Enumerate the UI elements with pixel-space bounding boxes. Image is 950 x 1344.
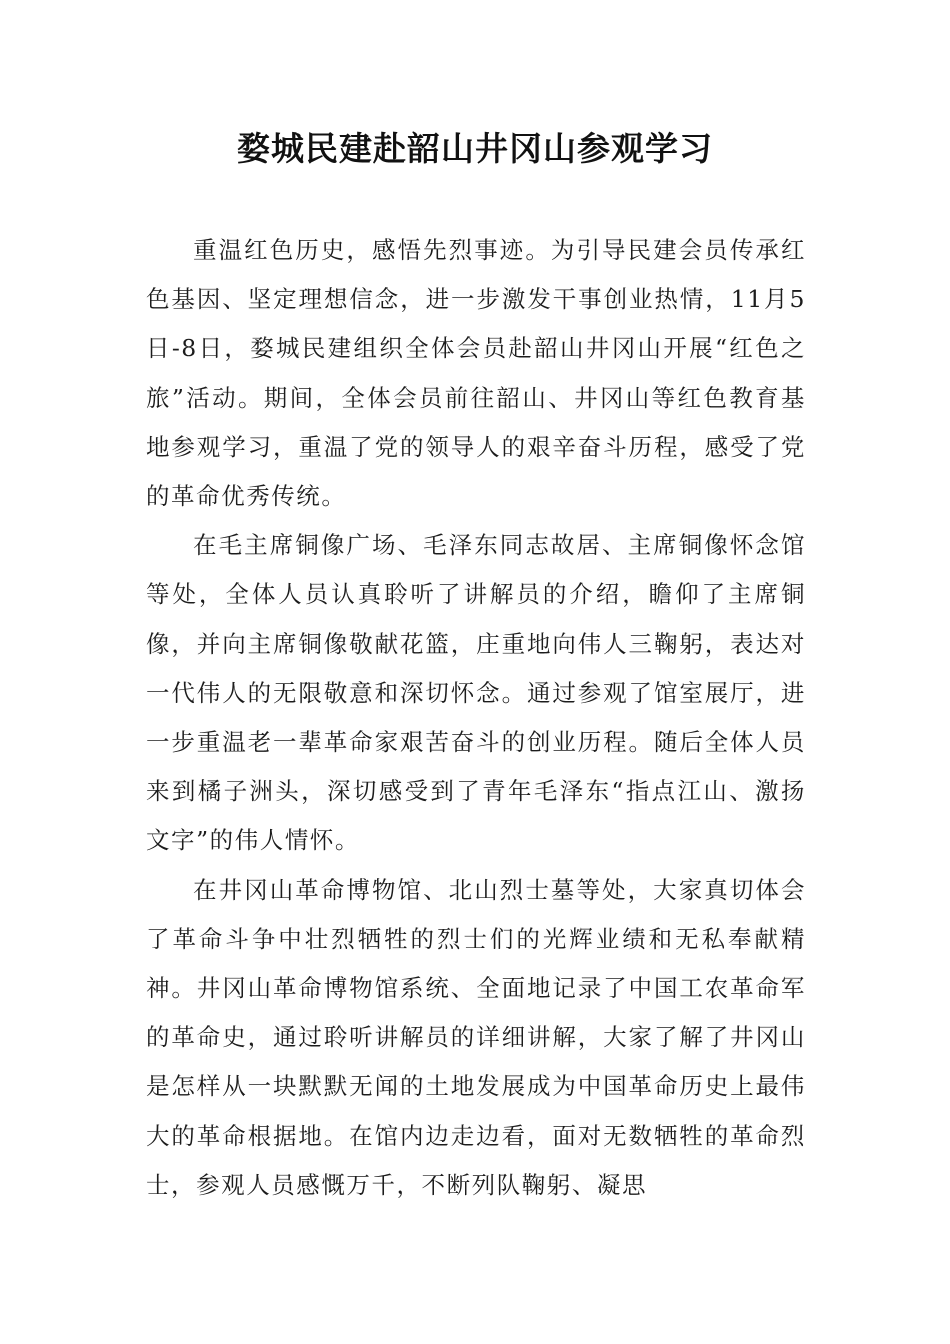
document-body — [146, 226, 806, 1210]
paragraph-2: 在毛主席铜像广场、毛泽东同志故居、主席铜像怀念馆等处，全体人员认真聆听了讲解员的介绍，瞻仰了主席铜像，并向主席铜像敬献花篮，庄重地向伟人三鞠躬，表达对一代伟人的无限敬意和深切怀念。通过参观了馆室展厅，进一步重温老一辈革命家艰苦奋斗的创业历程。随后全体人员来到橘子洲头，深切感受到了青年毛泽东“指点江山、激扬文字”的伟人情怀。 — [146, 531, 806, 855]
paragraph-3: 在井冈山革命博物馆、北山烈士墓等处，大家真切体会了革命斗争中壮烈牺牲的烈士们的光辉业绩和无私奉献精神。井冈山革命博物馆系统、全面地记录了中国工农革命军的革命史，通过聆听讲解员的详细讲解，大家了解了井冈山是怎样从一块默默无闻的土地发展成为中国革命历史上最伟大的革命根据地。在馆内边走边看，面对无数牺牲的革命烈士，参观人员感慨万千，不断列队鞠躬、凝思 — [146, 875, 806, 1199]
paragraph-1: 重温红色历史，感悟先烈事迹。为引导民建会员传承红色基因、坚定理想信念，进一步激发干事创业热情，11月5日-8日，婺城民建组织全体会员赴韶山井冈山开展“红色之旅”活动。期间，全体会员前往韶山、井冈山等红色教育基地参观学习，重温了党的领导人的艰辛奋斗历程，感受了党的革命优秀传统。 — [146, 236, 806, 511]
document-title: 婺城民建赴韶山井冈山参观学习 — [237, 129, 713, 168]
